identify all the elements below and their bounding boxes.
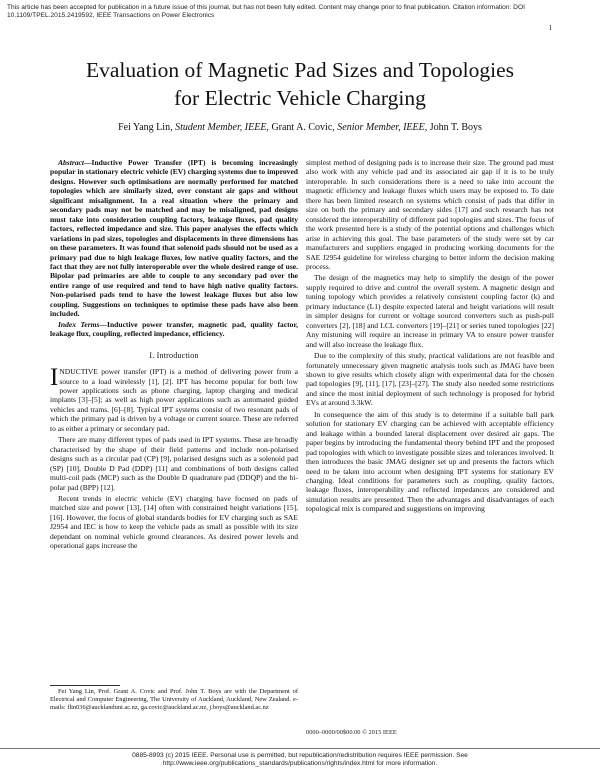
paper-title bbox=[40, 56, 560, 112]
intro-paragraph-1 bbox=[50, 364, 298, 433]
footnote-rule bbox=[50, 685, 120, 686]
index-terms-text: —Inductive power transfer, magnetic pad, quality factor, leakage flux, coupling, reflected impedance, efficiency. bbox=[50, 319, 298, 339]
right-paragraph-2: The design of the magnetics may help to simplify the design of the power supply required to drive and control the overall system. A magnetic design and tuning topology which provides a relatively consistent coupling factor (k) and primary inductance (L1) despite expected lateral and height variations will result in simpler designs for current or voltage sourced converters such as push-pull converters [2], [18] and LCL converters [19]–[21] or series tuned topologies [22] Any mistuning will require an increase in primary VA to ensure power transfer and will also increase the leakage flux. bbox=[306, 273, 554, 349]
drop-cap: I bbox=[50, 364, 59, 392]
index-terms bbox=[50, 320, 298, 339]
copyright-line-1: 0885-8993 (c) 2015 IEEE. Personal use is permitted, but republication/redistribution requires IEEE permission. See bbox=[132, 752, 468, 759]
copyright-footer bbox=[30, 752, 570, 769]
intro-paragraph-3: Recent trends in electric vehicle (EV) charging have focused on pads of matched size and power [13], [14] often with constrained height variations [15], [16]. However, the focus of global standards bodies for EV charging such as SAE J2954 and IEC is how to keep the vehicle pads as small as possible with its size dependant on nominal vehicle ground clearances. As desired power levels and operational gaps increase the bbox=[50, 493, 298, 551]
right-paragraph-1: simplest method of designing pads is to increase their size. The ground pad must also work with any vehicle pad and its associated air gap if it is to be truly interoperable. In such considerations there is a need to take into account the magnetic efficiency and leakage fluxes which users may be exposed to. To date there has been limited research on systems which consist of pads that differ in size on both the primary and secondary sides [17] and such research has not considered the interoperability of different pad topologies and sizes. The focus of the work presented here is a study of the potential options and challenges which arise in achieving this goal. The base parameters of the study were set by car manufacturers and suppliers engaged in producing working documents for the SAE J2954 guideline for wireless charging to better inform the decision making process. bbox=[306, 158, 554, 271]
footnote-text: Fei Yang Lin, Prof. Grant A. Covic and Prof. John T. Boys are with the Department of Electrical and Computer Engineering, The University of Auckland, Auckland, New Zealand. e-mails: flin036@aucklanduni.ac.nz, ga.covic@auckland.ac.nz, j.boys@auckland.ac.nz bbox=[50, 688, 298, 711]
abstract-label: Abstract bbox=[58, 158, 84, 167]
right-paragraph-4: In consequence the aim of this study is to determine if a suitable ball park solution for stationary EV charging can be achieved with acceptable efficiency and leakage within a bounded lateral displacement over desired air gaps. The paper begins by introducing the fundamental theory behind IPT and the proposed pad topologies with which to investigate possible sizes and tolerances involved. It then introduces the basic JMAG designer set up and presents the factors which need to be taken into account when designing IPT systems for stationary EV charging. Ideal conditions for parameters such as coupling, quality factors, leakage fluxes, interoperability and reflected impedances are considered and simulation results are presented. Then the advantages and disadvantages of each topological mix is compared and suggestions on improving bbox=[306, 409, 554, 514]
footer-divider bbox=[0, 748, 600, 749]
title-line-2: for Electric Vehicle Charging bbox=[174, 86, 426, 110]
title-line-1: Evaluation of Magnetic Pad Sizes and Topologies bbox=[85, 58, 515, 82]
abstract-text: —Inductive Power Transfer (IPT) is becoming increasingly popular in stationary electric vehicle (EV) charging systems due to improved designs. However such optimisations are normally performed for matched topologies which are similarly sized, over constant air gaps and without significant misalignment. In a real situation where the primary and secondary pads may not be matched and may be misaligned, pad designs must take into consideration coupling factors, leakage fluxes, pad quality factors, reflected impedance and size. This paper analyses the effects which variations in pad sizes, topologies and displacements in three dimensions has on these parameters. It was found that solenoid pads should not be used as a primary pad due to high leakage fluxes, low native quality factors, and the fact that they are not fully interoperable over the whole desired range of use. Bipolar pad primaries are able to couple to any secondary pad over the entire range of use required and tend to have high native quality factors. Non-polarised pads tend to have the lowest leakage fluxes but also low coupling. Suggestions on techniques to optimise these pads have also been included. bbox=[50, 158, 298, 319]
author-footnote bbox=[50, 685, 298, 711]
section-heading: I. Introduction bbox=[149, 350, 199, 360]
author-2-role: Senior Member, IEEE, bbox=[337, 122, 428, 133]
author-list bbox=[40, 122, 560, 133]
notice-line-1: This article has been accepted for publication in a future issue of this journal, but has not been fully edited. Content may change prior to final publication. Citation information: DOI bbox=[7, 4, 525, 11]
intro-paragraph-2: There are many different types of pads used in IPT systems. These are broadly characterised by the shape of their field patterns and include non-polarised designs such as a circular pad (CP) [9], polarised designs such as a solenoid pad (SP) [10], Double D Pad (DDP) [11] and combinations of both designs called multi-coil pads (MCP) such as the Double D quadrature pad (DDQP) and the bi-polar pad (BPP) [12]. bbox=[50, 435, 298, 492]
index-terms-label: Index Terms bbox=[58, 319, 100, 329]
document-id: 0000–0000/00$00.00 © 2015 IEEE bbox=[306, 729, 397, 736]
author-1-role: Student Member, IEEE, bbox=[175, 122, 269, 133]
left-column bbox=[50, 158, 298, 553]
author-3: John T. Boys bbox=[429, 122, 482, 133]
intro-paragraph-1-text: NDUCTIVE power transfer (IPT) is a method of delivering power from a source to a load wirelessly [1], [2]. IPT has become popular for both low power applications such as phone charging, laptop charging and medical implants [3]–[5]; as well as high power applications such as automated guided vehicles and trams. [6]–[8]. Typical IPT systems consist of two resonant pads of which the primary pad is driven by a voltage or current source. These are referred to as either a primary or secondary pad. bbox=[50, 367, 298, 433]
right-paragraph-3: Due to the complexity of this study, practical validations are not feasible and fortunately unnecessary given magnetic analysis tools such as JMAG have been shown to give results which closely align with experimental data for the chosen pad topologies [9], [11], [17], [23]–[27]. The study also needed some restrictions and since the most initial deployment of such technology is proposed for hybrid EVs at around 3.3kW. bbox=[306, 351, 554, 408]
right-column bbox=[306, 158, 554, 516]
abstract bbox=[50, 158, 298, 319]
publication-notice bbox=[7, 4, 593, 21]
author-2: Grant A. Covic, bbox=[271, 122, 335, 133]
notice-line-2: 10.1109/TPEL.2015.2419592, IEEE Transactions on Power Electronics bbox=[7, 12, 215, 20]
page-number: 1 bbox=[548, 24, 552, 32]
author-1: Fei Yang Lin, bbox=[118, 122, 173, 133]
copyright-line-2: http://www.ieee.org/publications_standards/publications/rights/index.html for more information. bbox=[162, 760, 438, 768]
